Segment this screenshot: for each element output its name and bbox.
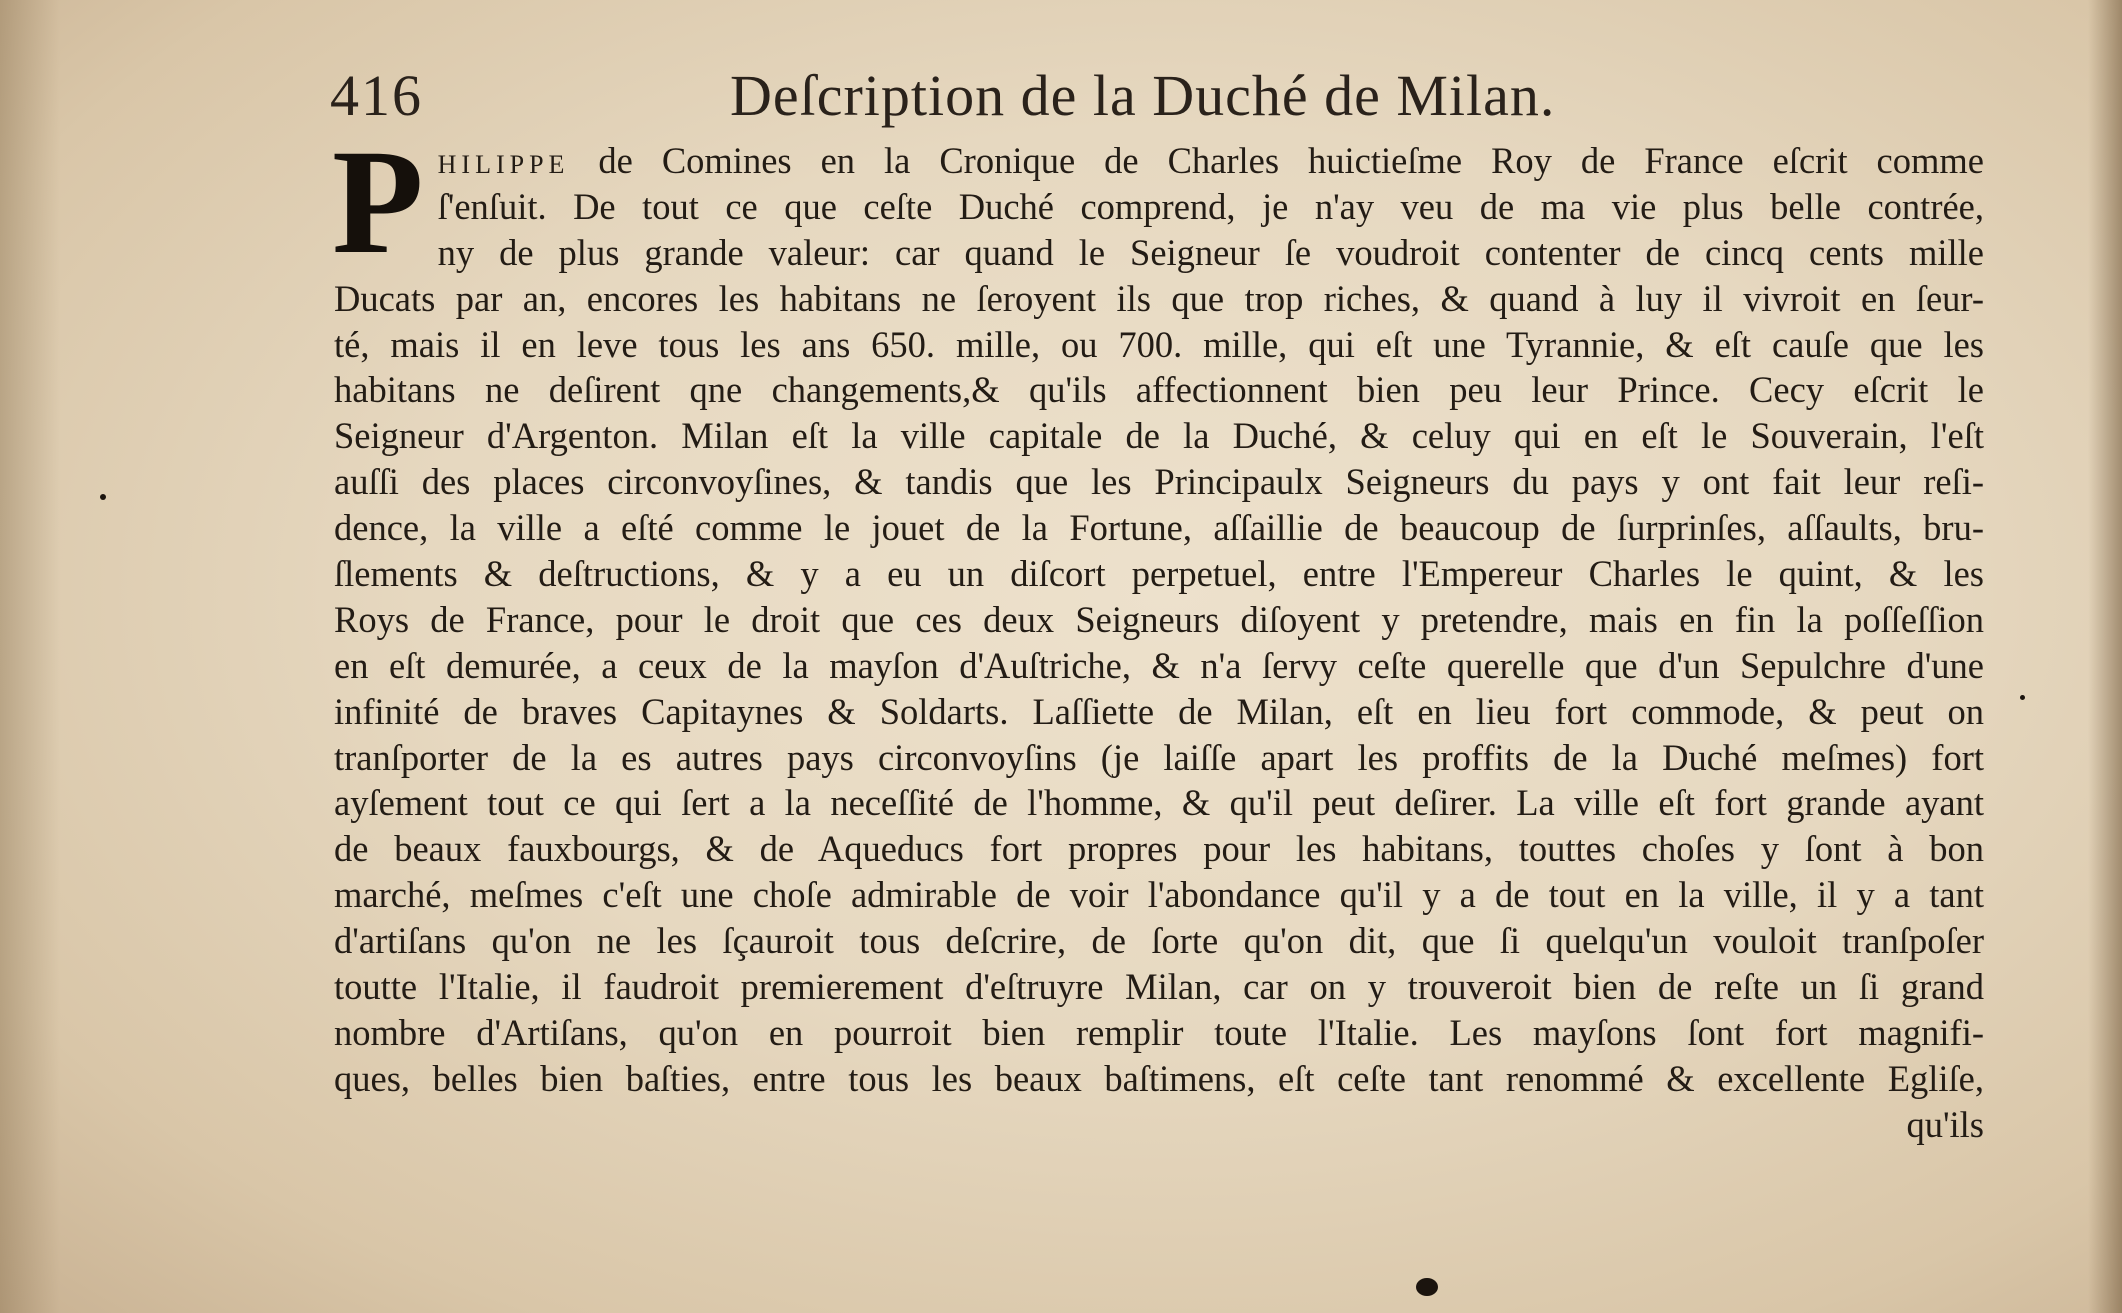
text-line: Ducats par an, encores les habitans ne ſeroyent ils que trop riches, & quand à luy il vivroit en ſeur- (334, 277, 1984, 319)
text-line: marché, meſmes c'eſt une choſe admirable de voir l'abondance qu'il y a de tout en la ville, il y a tant (334, 874, 1984, 916)
text-line: d'artiſans qu'on ne les ſçauroit tous deſcrire, de ſorte qu'on dit, que ſi quelqu'un vouloit tranſpoſer (334, 920, 1984, 962)
text-line: dence, la ville a eſté comme le jouet de la Fortune, aſſaillie de beaucoup de ſurprinſes, aſſaults, bru- (334, 507, 1984, 549)
text-line: habitans ne deſirent qne changements,& qu'ils affectionnent bien peu leur Prince. Cecy eſcrit le (334, 369, 1984, 411)
text-line: ſlements & deſtructions, & y a eu un diſcort perpetuel, entre l'Empereur Charles le quint, & les (334, 553, 1984, 595)
ink-speck (100, 494, 106, 500)
text-line: ny de plus grande valeur: car quand le Seigneur ſe voudroit contenter de cincq cents mille (437, 231, 1984, 273)
line-text: de Comines en la Cronique de Charles huictieſme Roy de France eſcrit comme (569, 140, 1984, 181)
text-line: té, mais il en leve tous les ans 650. mille, ou 700. mille, qui eſt une Tyrannie, & eſt cauſe que les (334, 323, 1984, 365)
text-line: infinité de braves Capitaynes & Soldarts. Laſſiette de Milan, eſt en lieu fort commode, & peut on (334, 690, 1984, 732)
text-line: Seigneur d'Argenton. Milan eſt la ville capitale de la Duché, & celuy qui en eſt le Souverain, l'eſt (334, 415, 1984, 457)
text-line: tranſporter de la es autres pays circonvoyſins (je laiſſe apart les proffits de la Duché meſmes) fort (334, 736, 1984, 778)
text-line: Roys de France, pour le droit que ces deux Seigneurs diſoyent y pretendre, mais en fin la poſſeſſion (334, 598, 1984, 640)
text-line (334, 138, 1984, 184)
text-line: de beaux fauxbourgs, & de Aqueducs fort propres pour les habitans, touttes choſes y ſont à bon (334, 828, 1984, 870)
ink-blot (1416, 1278, 1438, 1296)
running-title: Deſcription de la Duché de Milan. (730, 63, 1556, 128)
text-line: en eſt demurée, a ceux de la mayſon d'Auſtriche, & n'a ſervy ceſte querelle que d'un Sepulchre d'une (334, 644, 1984, 686)
drop-cap: P (332, 119, 424, 285)
page-header (330, 62, 1990, 132)
page-number: 416 (330, 63, 423, 128)
text-line: ayſement tout ce qui ſert a la neceſſité de l'homme, & qu'il peut deſirer. La ville eſt fort grande ayant (334, 782, 1984, 824)
body-text (332, 119, 1984, 1148)
text-line: ques, belles bien baſties, entre tous les beaux baſtimens, eſt ceſte tant renommé & excellente Egliſe, (334, 1057, 1984, 1099)
text-line: ſ'enſuit. De tout ce que ceſte Duché comprend, je n'ay veu de ma vie plus belle contrée, (437, 185, 1984, 227)
text-line: auſſi des places circonvoyſines, & tandis que les Principaulx Seigneurs du pays y ont fait leur reſi- (334, 461, 1984, 503)
catchword: qu'ils (1906, 1103, 1984, 1145)
small-caps-word: HILIPPE (437, 150, 570, 179)
ink-speck (2020, 695, 2025, 700)
text-line: toutte l'Italie, il faudroit premierement d'eſtruyre Milan, car on y trouveroit bien de reſte un ſi grand (334, 966, 1984, 1008)
text-line: nombre d'Artiſans, qu'on en pourroit bien remplir toute l'Italie. Les mayſons ſont fort magnifi- (334, 1011, 1984, 1053)
